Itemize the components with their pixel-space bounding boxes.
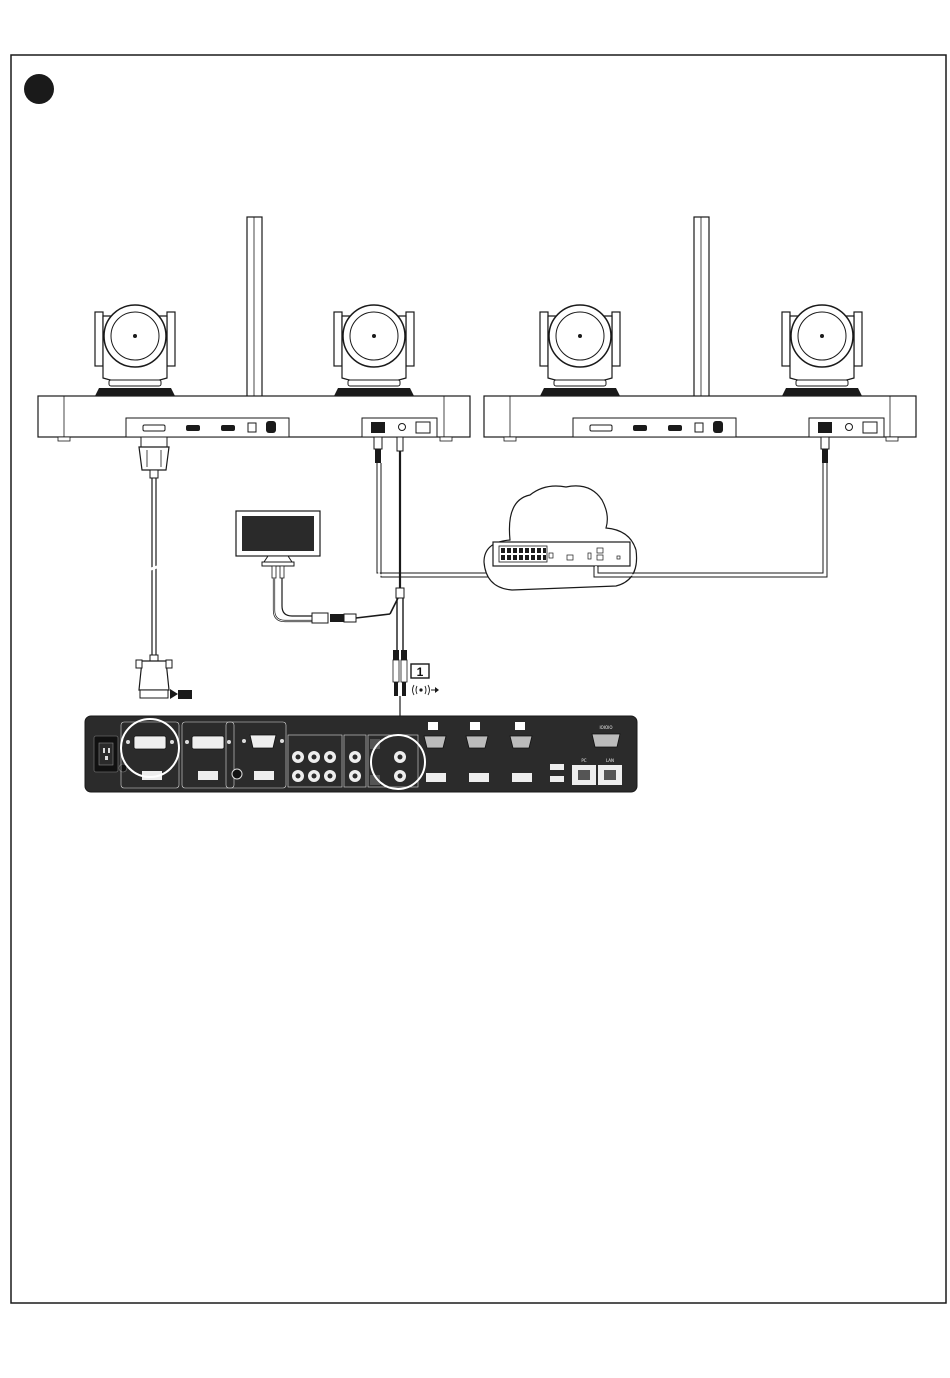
camera-head-left-a — [95, 305, 175, 396]
pc-port-label: PC — [581, 758, 587, 763]
audio-wave-arrow-icon — [413, 685, 440, 695]
display-monitor — [236, 511, 320, 578]
camera-input-arrow-icon — [170, 689, 178, 699]
step-marker — [24, 74, 54, 104]
codec-back-panel — [85, 716, 637, 792]
dvi-cable — [136, 437, 192, 699]
display-screen — [242, 516, 314, 551]
camera-connector-panel-right — [573, 418, 736, 437]
network-cable-left — [374, 437, 498, 577]
audio-cable-to-display — [274, 578, 399, 623]
microphone-pole-left — [247, 217, 262, 397]
camera-icon — [178, 690, 192, 699]
camera-head-right-b — [782, 305, 862, 396]
cable-callout — [411, 664, 439, 695]
cable-callout-label: 1 — [416, 665, 424, 679]
camera-head-right-a — [540, 305, 620, 396]
camera-connector-panel-left — [126, 418, 289, 437]
camera-head-left-b — [334, 305, 414, 396]
microphone-pole-right — [694, 217, 709, 397]
gpio-label: IOIOIO — [599, 725, 613, 730]
lan-port-label: LAN — [605, 758, 615, 763]
audio-cable-main — [393, 437, 407, 762]
